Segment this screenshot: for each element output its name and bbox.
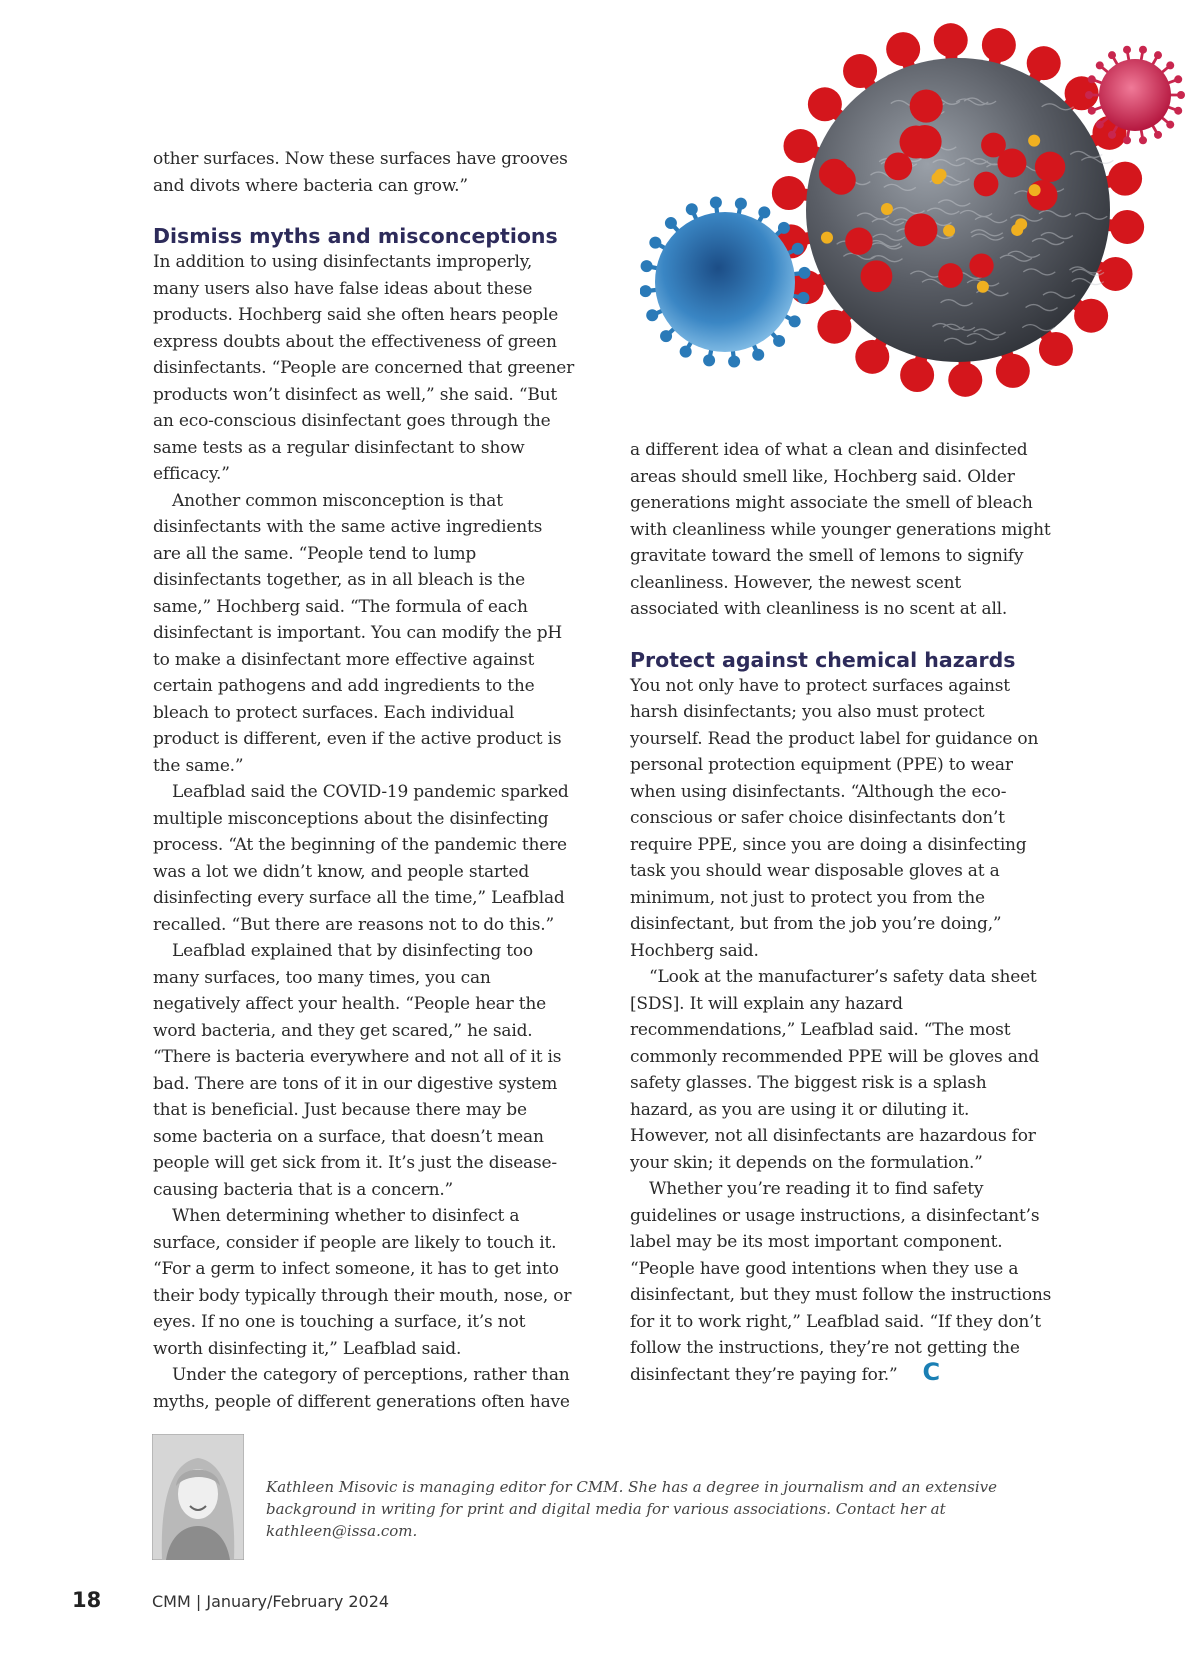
yellow-knob xyxy=(881,203,893,215)
paragraph xyxy=(630,1176,1052,1388)
pink-spike xyxy=(1139,46,1147,54)
spike-protein xyxy=(948,363,982,397)
spike-protein xyxy=(1027,46,1061,80)
spike-protein xyxy=(1108,162,1142,196)
yellow-knob xyxy=(977,281,989,293)
spike-protein xyxy=(772,176,806,210)
paragraph: Leafblad explained that by disinfecting too many surfaces, too many times, you can negatively affect your health. “People hear the word bacteria, and they get scared,” he said. “There is bacteria everywhere and not all of it is bad. There are tons of it in our digestive system that is beneficial. Just because there may be some bacteria on a surface, that doesn’t mean people will get sick from it. It’s just the disease-causing bacteria that is a concern.” xyxy=(153,941,562,1200)
section-heading-hazards: Protect against chemical hazards xyxy=(630,647,1016,672)
paragraph: When determining whether to disinfect a surface, consider if people are likely to touch it. “For a germ to infect someone, it has to get into their body typically through their mouth, nose, or eyes. If no one is touching a surface, it’s not worth disinfecting it,” Leafblad said. xyxy=(153,1206,572,1359)
spike-protein xyxy=(1099,257,1133,291)
surface-knob xyxy=(904,213,937,246)
blue-spike xyxy=(758,206,770,218)
pink-spike xyxy=(1123,136,1131,144)
blue-spike xyxy=(646,309,658,321)
blue-spike xyxy=(792,243,804,255)
surface-knob xyxy=(884,152,912,180)
paragraph: other surfaces. Now these surfaces have grooves and divots where bacteria can grow.” xyxy=(153,149,568,196)
surface-knob xyxy=(938,263,963,288)
pink-spike xyxy=(1174,75,1182,83)
blue-virus-body xyxy=(655,212,795,352)
blue-spike xyxy=(686,203,698,215)
paragraph: a different idea of what a clean and disinfected areas should smell like, Hochberg said. Older generations might associate the smell of bleach with cleanliness while younger generations might gravitate toward the smell of lemons to signify cleanliness. However, the newest scent associated with cleanliness is no scent at all. xyxy=(630,440,1051,619)
cmm-end-mark-icon: C xyxy=(922,1357,940,1386)
pink-spike xyxy=(1088,107,1096,115)
yellow-knob xyxy=(1028,135,1040,147)
blue-spike xyxy=(703,354,715,366)
blue-spike xyxy=(660,330,672,342)
pink-spike xyxy=(1096,121,1104,129)
spike-protein xyxy=(843,54,877,88)
pink-spike xyxy=(1108,51,1116,59)
paragraph: Another common misconception is that disinfectants with the same active ingredients are all the same. “People tend to lump disinfectants together, as in all bleach is the same,” Hochberg said. “The formula of each disinfectant is important. You can modify the pH to make a disinfectant more effective against certain pathogens and add ingredients to the bleach to protect surfaces. Each individual product is different, even if the active product is the same.” xyxy=(153,490,563,776)
page-number: 18 xyxy=(72,1588,102,1612)
spike-protein xyxy=(1039,332,1073,366)
blue-spike xyxy=(710,197,722,209)
author-photo xyxy=(152,1434,244,1560)
surface-knob xyxy=(981,133,1006,158)
pink-spike xyxy=(1108,131,1116,139)
pink-spike xyxy=(1154,51,1162,59)
surface-knob xyxy=(1035,152,1065,182)
yellow-knob xyxy=(821,232,833,244)
paragraph: Leafblad said the COVID-19 pandemic sparked multiple misconceptions about the disinfecting process. “At the beginning of the pandemic there was a lot we didn’t know, and people started disinfecting every surface all the time,” Leafblad recalled. “But there are reasons not to do this.” xyxy=(153,782,569,935)
blue-spike xyxy=(680,346,692,358)
surface-knob xyxy=(969,253,993,277)
blue-spike xyxy=(649,237,661,249)
pink-spike xyxy=(1174,107,1182,115)
right-column xyxy=(630,437,1052,1388)
spike-protein xyxy=(900,358,934,392)
spike-protein xyxy=(808,87,842,121)
pink-spike xyxy=(1085,91,1093,99)
blue-spike xyxy=(735,198,747,210)
section-heading-myths: Dismiss myths and misconceptions xyxy=(153,224,558,248)
surface-knob xyxy=(910,89,943,122)
surface-knob xyxy=(908,125,942,159)
paragraph: Under the category of perceptions, rather than myths, people of different generations often have xyxy=(153,1365,570,1412)
publication-footer: CMM | January/February 2024 xyxy=(152,1592,390,1611)
blue-spike xyxy=(789,315,801,327)
paragraph: You not only have to protect surfaces against harsh disinfectants; you also must protect yourself. Read the product label for guidance on personal protection equipment (PPE) to wear when using disinfectants. “Although the eco-conscious or safer choice disinfectants don’t require PPE, since you are doing a disinfecting task you should wear disposable gloves at a minimum, not just to protect you from the disinfectant, but from the job you’re doing,” Hochberg said. xyxy=(630,675,1039,961)
spike-protein xyxy=(934,23,968,57)
coronavirus-illustration xyxy=(640,10,1200,420)
yellow-knob xyxy=(943,225,955,237)
surface-knob xyxy=(819,159,849,189)
blue-spike xyxy=(641,260,653,272)
yellow-knob xyxy=(1029,184,1041,196)
paragraph-text: Whether you’re reading it to find safety guidelines or usage instructions, a disinfectant’s label may be its most important component. “People have good intentions when they use a disinfectant, but they must follow the instructions for it to work right,” Leafblad said. “If they don’t follow the instructions, they’re not getting the disinfectant they’re paying for.” xyxy=(630,1179,1052,1385)
blue-spike xyxy=(798,267,810,279)
blue-spike xyxy=(778,222,790,234)
paragraph: In addition to using disinfectants improperly, many users also have false ideas about these products. Hochberg said she often hears people express doubts about the effectiveness of green disinfectants. “People are concerned that greener products won’t disinfect as well,” she said. “But an eco-conscious disinfectant goes through the same tests as a regular disinfectant to show efficacy.” xyxy=(153,252,575,484)
pink-virus-body xyxy=(1099,59,1171,131)
spike-protein xyxy=(855,340,889,374)
blue-spike xyxy=(640,285,652,297)
left-column xyxy=(153,146,575,1415)
spike-protein xyxy=(1110,210,1144,244)
blue-spike xyxy=(797,292,809,304)
surface-knob xyxy=(845,228,872,255)
pink-spike xyxy=(1139,136,1147,144)
pink-spike xyxy=(1123,46,1131,54)
surface-knob xyxy=(861,260,893,292)
spike-protein xyxy=(817,310,851,344)
spike-protein xyxy=(1074,299,1108,333)
spike-protein xyxy=(982,28,1016,62)
blue-spike xyxy=(728,355,740,367)
surface-knob xyxy=(1027,180,1058,211)
pink-spike xyxy=(1166,61,1174,69)
pink-spike xyxy=(1096,61,1104,69)
pink-spike xyxy=(1154,131,1162,139)
pink-spike xyxy=(1177,91,1185,99)
spike-protein xyxy=(783,129,817,163)
yellow-knob xyxy=(935,169,947,181)
pink-spike xyxy=(1166,121,1174,129)
blue-spike xyxy=(773,335,785,347)
blue-spike xyxy=(752,349,764,361)
surface-knob xyxy=(974,172,999,197)
spike-protein xyxy=(996,354,1030,388)
spike-protein xyxy=(886,32,920,66)
yellow-knob xyxy=(1015,218,1027,230)
big-virus-body xyxy=(806,58,1110,362)
blue-spike xyxy=(665,217,677,229)
paragraph: “Look at the manufacturer’s safety data sheet [SDS]. It will explain any hazard recommendations,” Leafblad said. “The most commonly recommended PPE will be gloves and safety glasses. The biggest risk is a splash hazard, as you are using it or diluting it. However, not all disinfectants are hazardous for your skin; it depends on the formulation.” xyxy=(630,967,1040,1173)
author-bio: Kathleen Misovic is managing editor for CMM. She has a degree in journalism and an extensive background in writing for print and digital media for various associations. Contact her at kathleen@issa.com. xyxy=(266,1478,997,1540)
pink-spike xyxy=(1088,75,1096,83)
